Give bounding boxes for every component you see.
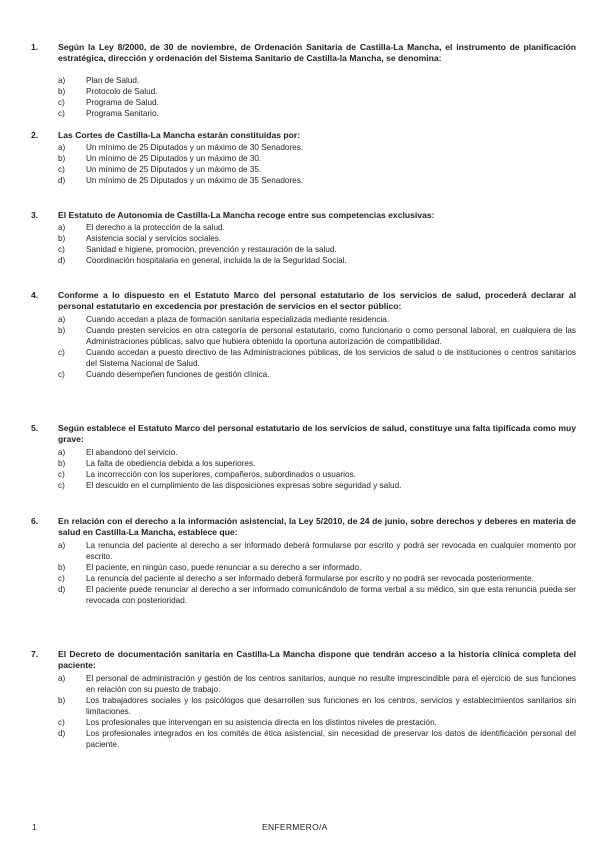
option-d: d) Un mínimo de 25 Diputados y un máximo de 35 Senadores. [58,176,304,185]
question-number: 5. [31,423,39,433]
option-c: c) Programa de Salud. [58,98,159,107]
option-a: a) Cuando accedan a plaza de formación sanitaria especializada mediante residencia. [58,315,390,324]
question-text: El Decreto de documentación sanitaria en Castilla-La Mancha dispone que tendrán acceso a la historia clínica completa del paciente: [58,649,576,670]
option-d: d) Coordinación hospitalaria en general, incluida la de la Seguridad Social. [58,256,347,265]
option-b: b) Los trabajadores sociales y los psicólogos que desarrollen sus funciones en los centros, servicios y establecimientos sanitarios sin limitaciones. [58,696,576,716]
question-number: 3. [31,210,39,220]
question-text: Según la Ley 8/2000, de 30 de noviembre, de Ordenación Sanitaria de Castilla-La Mancha, el instrumento de planificación estratégica, dirección y ordenación del Sistema Sanitario de Castilla-la Mancha, se denomina: [58,42,576,63]
options-list [58,447,576,491]
option-d: d) Los profesionales integrados en los comités de ética asistencial, sin necesidad de preservar los datos de identificación personal del paciente. [58,729,576,749]
option-b: b) La falta de obediencia debida a los superiores. [58,459,256,468]
option-b: b) Protocolo de Salud. [58,87,158,96]
option-c: c) Sanidad e higiene, promoción, prevención y restauración de la salud. [58,245,337,254]
option-c: c) La incorrección con los superiores, compañeros, subordinados o usuarios. [58,470,356,479]
option-b: b) El paciente, en ningún caso, puede renunciar a su derecho a ser informado. [58,563,362,572]
question-text: El Estatuto de Autonomía de Castilla-La Mancha recoge entre sus competencias exclusivas: [58,210,435,220]
option-d: c) El descuido en el cumplimiento de las disposiciones expresas sobre seguridad y salud. [58,481,402,490]
footer-label: ENFERMERO/A [262,822,328,832]
option-a: a) El derecho a la protección de la salud. [58,223,225,232]
question-number: 2. [31,130,39,140]
question-number: 4. [31,290,39,300]
option-c: c) Un mínimo de 25 Diputados y un máximo de 35. [58,165,262,174]
option-b: b) Un mínimo de 25 Diputados y un máximo de 30. [58,154,262,163]
option-a: a) El personal de administración y gestión de los centros sanitarios, aunque no resulte imprescindible para el ejercicio de sus funciones en relación con su puesto de trabajo. [58,674,576,694]
question-number: 6. [31,516,39,526]
option-a: a) El abandono del servicio. [58,448,178,457]
options-list [58,540,576,606]
option-d: c) Programa Sanitario. [58,109,159,118]
option-c: c) Los profesionales que intervengan en su asistencia directa en los distintos niveles de prestación. [58,718,437,727]
option-a: a) Plan de Salud. [58,76,140,85]
question-number: 1. [31,42,39,52]
page-number: 1 [32,822,37,832]
option-b: b) Cuando presten servicios en otra categoría de personal estatutario, como funcionario o como personal laboral, en cualquiera de las Administraciones públicas, salvo que hubiera obtenido la oportuna autorización de compatibilidad. [58,326,576,346]
question-text: Según establece el Estatuto Marco del personal estatutario de los servicios de salud, constituye una falta tipificada como muy grave: [58,423,576,444]
option-a: a) La renuncia del paciente al derecho a ser informado deberá formularse por escrito y podrá ser revocada en cualquier momento por escrito. [58,541,576,561]
option-b: b) Asistencia social y servicios sociales. [58,234,222,243]
question-text: En relación con el derecho a la información asistencial, la Ley 5/2010, de 24 de junio, sobre derechos y deberes en materia de salud en Castilla-La Mancha, establece que: [58,516,576,537]
options-list [58,673,576,750]
option-c: c) La renuncia del paciente al derecho a ser informado deberá formularse por escrito y no podrá ser revocada posteriormente. [58,574,534,583]
option-d: d) El paciente puede renunciar al derecho a ser informado comunicándolo de forma verbal a su médico, sin que esta renuncia pueda ser revocada con posterioridad. [58,585,576,605]
question-text: Conforme a lo dispuesto en el Estatuto Marco del personal estatutario de los servicios de salud, procederá declarar al personal estatutario en excedencia por prestación de servicios en el sector público: [58,290,576,311]
options-list [58,142,576,186]
option-d: c) Cuando desempeñen funciones de gestión clínica. [58,370,270,379]
options-list [58,222,576,266]
options-list [58,314,576,380]
question-number: 7. [31,649,39,659]
question-text: Las Cortes de Castilla-La Mancha estarán constituidas por: [58,130,301,140]
option-c: c) Cuando accedan a puesto directivo de las Administraciones públicas, de los servicios de salud o de instituciones o centros sanitarios del Sistema Nacional de Salud. [58,348,576,368]
option-a: a) Un mínimo de 25 Diputados y un máximo de 30 Senadores. [58,143,304,152]
options-list [58,75,576,119]
